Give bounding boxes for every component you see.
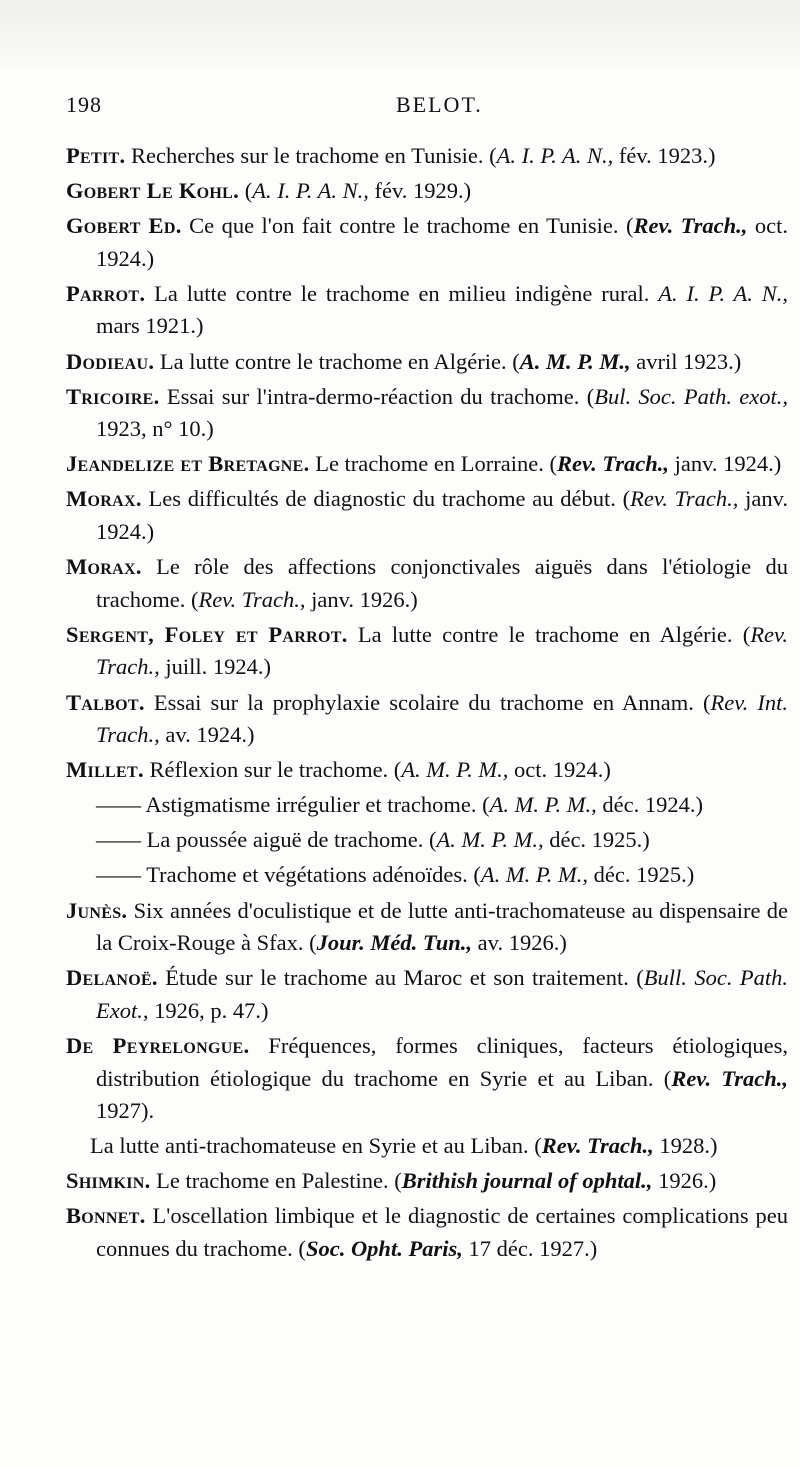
entry-text: Le trachome en Palestine. ( <box>150 1168 402 1194</box>
entry-date: 17 déc. 1927.) <box>462 1236 598 1261</box>
entry-date: juill. 1924.) <box>159 654 272 680</box>
entry-source: A. I. P. A. N., <box>658 280 788 306</box>
bibliography-entry <box>66 687 788 752</box>
bibliography-entry <box>66 1165 788 1198</box>
bibliography-entry <box>66 278 788 343</box>
entry-date: fév. 1923.) <box>613 143 716 168</box>
entry-date: 1926, p. 47.) <box>148 997 269 1023</box>
entry-text: Recherches sur le trachome en Tunisie. ( <box>125 143 497 168</box>
bibliography-entry <box>66 210 788 275</box>
entry-author: Gobert Le Kohl. <box>66 178 240 204</box>
entry-text: Essai sur la prophylaxie scolaire du trachome en Annam. ( <box>144 689 711 715</box>
entry-source: Rev. Trach., <box>630 486 739 512</box>
entry-date: fév. 1929.) <box>368 178 472 204</box>
entry-source: A. M. P. M., <box>436 827 544 853</box>
entry-date: avril 1923.) <box>630 348 742 374</box>
entry-text: Étude sur le trachome au Maroc et son traitement. ( <box>157 965 644 991</box>
bibliography-entry <box>66 824 788 857</box>
entry-date: 1927). <box>96 1098 155 1124</box>
entry-text: La lutte contre le trachome en Algérie. ( <box>347 621 751 647</box>
entry-date: janv. 1926.) <box>305 586 418 612</box>
bibliography-entry <box>66 619 788 684</box>
entry-source: A. I. P. A. N., <box>496 143 614 168</box>
entry-author: Gobert Ed. <box>66 213 182 239</box>
entry-text: —— Trachome et végétations adénoïdes. ( <box>96 862 481 888</box>
page-top-scan-noise <box>0 0 800 70</box>
entry-text: Ce que l'on fait contre le trachome en Tunisie. ( <box>181 213 634 239</box>
entry-author: Delanoë. <box>66 965 158 991</box>
entry-author: Morax. <box>66 554 142 580</box>
entry-source: Bull. Soc. Path. Exot., <box>96 965 788 1023</box>
entry-source: Rev. Trach., <box>633 213 748 239</box>
entry-source: Rev. Trach., <box>198 586 306 612</box>
entry-source: A. M. P. M., <box>480 862 588 888</box>
bibliography-entry <box>66 551 788 616</box>
entry-source: Jour. Méd. Tun., <box>316 930 473 956</box>
entry-date: 1923, n° 10.) <box>96 416 214 442</box>
entry-text: La lutte anti-trachomateuse en Syrie et au Liban. ( <box>90 1133 542 1159</box>
entry-source: Rev. Trach., <box>96 621 788 680</box>
entry-author: Millet. <box>66 757 144 783</box>
entry-author: De Peyrelongue. <box>66 1032 250 1058</box>
bibliography-entry <box>66 1030 788 1128</box>
bibliography-entry <box>66 895 788 960</box>
entry-date: déc. 1924.) <box>596 792 703 818</box>
entry-text: L'oscellation limbique et le diagnostic de certaines complications peu connues du trachome. ( <box>96 1203 788 1261</box>
entry-source: Rev. Int. Trach., <box>96 689 788 748</box>
entry-date: oct. 1924.) <box>96 213 788 271</box>
entry-text: Le trachome en Lorraine. ( <box>309 451 557 477</box>
entry-date: av. 1926.) <box>472 930 567 956</box>
bibliography-list <box>66 140 788 1268</box>
entry-author: Morax. <box>66 486 142 512</box>
page-number: 198 <box>66 92 102 117</box>
entry-text: —— La poussée aiguë de trachome. ( <box>96 827 437 853</box>
entry-source: Brithish journal of ophtal., <box>401 1168 653 1194</box>
bibliography-entry <box>66 754 788 787</box>
bibliography-entry <box>66 962 788 1027</box>
entry-date: déc. 1925.) <box>588 862 695 888</box>
bibliography-entry <box>66 381 788 446</box>
entry-text: La lutte contre le trachome en Algérie. ( <box>154 348 520 374</box>
entry-author: Junès. <box>66 897 128 923</box>
entry-author: Tricoire. <box>66 383 160 409</box>
entry-text: Fréquences, formes cliniques, facteurs étiologiques, distribution étiologique du trachome en Syrie et au Liban. ( <box>96 1032 788 1091</box>
entry-text: Réflexion sur le trachome. ( <box>143 757 402 783</box>
entry-date: déc. 1925.) <box>543 827 650 853</box>
entry-source: Bul. Soc. Path. exot., <box>594 383 788 409</box>
entry-author: Sergent, Foley et Parrot. <box>66 621 348 647</box>
entry-author: Petit. <box>66 143 126 168</box>
bibliography-entry <box>66 140 788 173</box>
bibliography-entry <box>66 1130 788 1163</box>
entry-text: Essai sur l'intra-dermo-réaction du trachome. ( <box>159 383 595 409</box>
entry-date: 1926.) <box>652 1168 717 1194</box>
entry-text: Six années d'oculistique et de lutte anti-trachomateuse au dispensaire de la Croix-Rouge à Sfax. ( <box>96 897 788 956</box>
entry-source: A. M. P. M., <box>401 757 509 783</box>
entry-author: Jeandelize et Bretagne. <box>66 451 310 477</box>
entry-author: Dodieau. <box>66 348 155 374</box>
bibliography-entry <box>66 859 788 892</box>
page-header <box>66 92 766 132</box>
entry-text: Les difficultés de diagnostic du trachome au début. ( <box>141 486 631 512</box>
bibliography-entry <box>66 448 788 481</box>
bibliography-entry <box>66 346 788 379</box>
entry-author: Shimkin. <box>66 1168 151 1194</box>
entry-text: Le rôle des affections conjonctivales aiguës dans l'étiologie du trachome. ( <box>96 554 788 612</box>
bibliography-entry <box>66 175 788 208</box>
running-title: BELOT. <box>396 92 483 117</box>
entry-date: oct. 1924.) <box>508 757 611 783</box>
entry-source: Rev. Trach., <box>541 1133 654 1159</box>
entry-source: Rev. Trach., <box>671 1065 789 1091</box>
entry-source: A. I. P. A. N., <box>252 178 369 204</box>
bibliography-entry <box>66 1200 788 1265</box>
entry-text: —— Astigmatisme irrégulier et trachome. ( <box>96 792 490 818</box>
entry-source: A. M. P. M., <box>489 792 597 818</box>
entry-source: Soc. Opht. Paris, <box>305 1236 463 1261</box>
entry-date: janv. 1924.) <box>96 486 788 545</box>
entry-date: janv. 1924.) <box>669 451 782 477</box>
entry-author: Parrot. <box>66 280 146 306</box>
bibliography-entry <box>66 789 788 822</box>
entry-source: A. M. P. M., <box>519 348 631 374</box>
entry-author: Talbot. <box>66 689 145 715</box>
entry-date: av. 1924.) <box>159 722 255 748</box>
bibliography-entry <box>66 483 788 548</box>
entry-author: Bonnet. <box>66 1203 146 1229</box>
entry-text: ( <box>239 178 253 204</box>
entry-date: mars 1921.) <box>96 313 204 339</box>
entry-text: La lutte contre le trachome en milieu indigène rural. <box>145 280 659 306</box>
entry-date: 1928.) <box>653 1133 718 1159</box>
entry-source: Rev. Trach., <box>556 451 670 477</box>
